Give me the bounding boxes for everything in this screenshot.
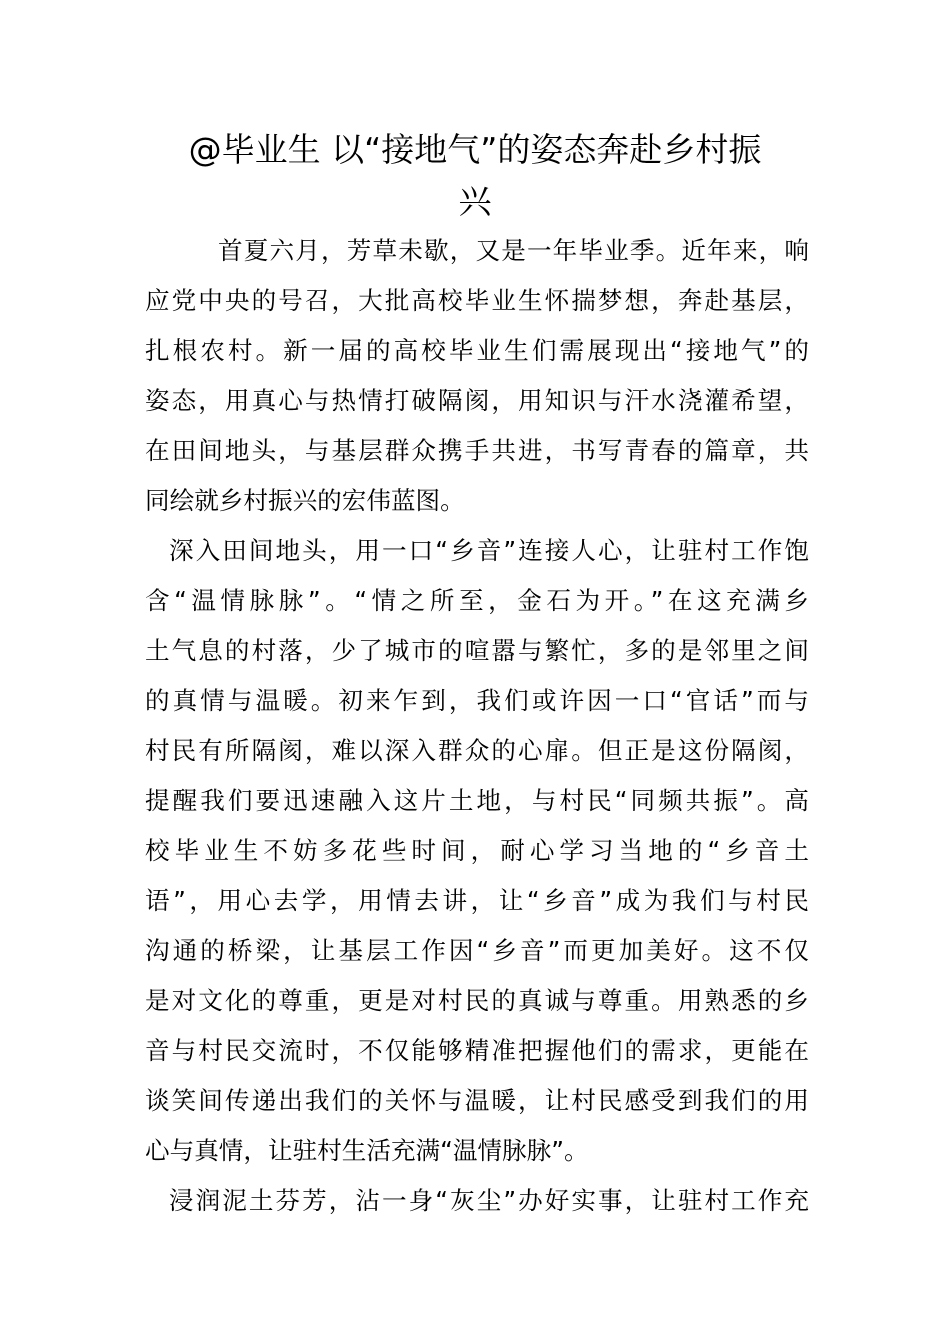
text-line: 是对文化的尊重，更是对村民的真诚与尊重。用熟悉的乡 bbox=[145, 986, 809, 1015]
text-line: 首夏六月，芳草未歇，又是一年毕业季。近年来，响 bbox=[218, 236, 809, 265]
text-line: 含“温情脉脉”。“情之所至，金石为开。”在这充满乡 bbox=[145, 586, 809, 615]
text-line: 应党中央的号召，大批高校毕业生怀揣梦想，奔赴基层， bbox=[145, 286, 809, 315]
text-line: 谈笑间传递出我们的关怀与温暖，让村民感受到我们的用 bbox=[145, 1086, 809, 1115]
text-line: 在田间地头，与基层群众携手共进，书写青春的篇章，共 bbox=[145, 436, 809, 465]
text-line: 校毕业生不妨多花些时间，耐心学习当地的“乡音土 bbox=[145, 836, 809, 865]
text-line: 土气息的村落，少了城市的喧嚣与繁忙，多的是邻里之间 bbox=[145, 636, 809, 665]
paragraph-dust bbox=[145, 1176, 809, 1226]
text-line: 音与村民交流时，不仅能够精准把握他们的需求，更能在 bbox=[145, 1036, 809, 1065]
title-line: @毕业生 以“接地气”的姿态奔赴乡村振 bbox=[188, 130, 762, 169]
document-body bbox=[145, 226, 809, 1226]
paragraph-dialect bbox=[145, 526, 809, 1176]
title-line: 兴 bbox=[458, 182, 492, 221]
text-line: 深入田间地头，用一口“乡音”连接人心，让驻村工作饱 bbox=[169, 536, 809, 565]
text-line: 语”，用心去学，用情去讲，让“乡音”成为我们与村民 bbox=[145, 886, 809, 915]
text-line: 扎根农村。新一届的高校毕业生们需展现出“接地气”的 bbox=[145, 336, 809, 365]
text-line: 姿态，用真心与热情打破隔阂，用知识与汗水浇灌希望， bbox=[145, 386, 809, 415]
paragraph-intro bbox=[145, 226, 809, 526]
text-line: 沟通的桥梁，让基层工作因“乡音”而更加美好。这不仅 bbox=[145, 936, 809, 965]
text-line: 提醒我们要迅速融入这片土地，与村民“同频共振”。高 bbox=[145, 786, 809, 815]
document-title bbox=[145, 124, 805, 228]
text-line: 浸润泥土芬芳，沾一身“灰尘”办好实事，让驻村工作充 bbox=[169, 1186, 809, 1215]
text-line: 心与真情，让驻村生活充满“温情脉脉”。 bbox=[145, 1136, 589, 1165]
text-line: 同绘就乡村振兴的宏伟蓝图。 bbox=[145, 486, 465, 515]
text-line: 的真情与温暖。初来乍到，我们或许因一口“官话”而与 bbox=[145, 686, 809, 715]
text-line: 村民有所隔阂，难以深入群众的心扉。但正是这份隔阂， bbox=[145, 736, 809, 765]
